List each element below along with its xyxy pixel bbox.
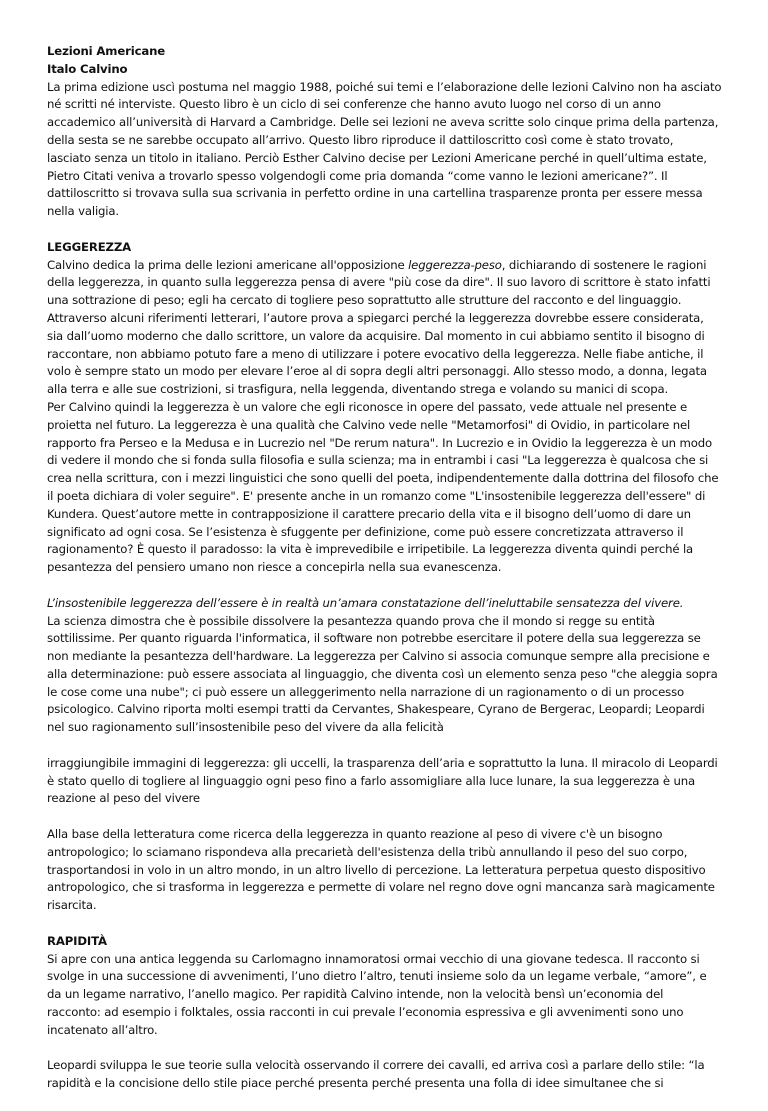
paragraph-line: Attraverso alcuni riferimenti letterari, l’autore prova a spiegarci perché la leggerezza dovrebbe essere considerata, [47, 310, 704, 325]
paragraph-line: alla determinazione: può essere associata al linguaggio, che diventa così un elemento senza peso "che aleggia sopra [47, 666, 718, 681]
paragraph-line: Kundera. Quest’autore mette in contrapposizione il carattere precario della vita e il bisogno dell’uomo di dare un [47, 506, 691, 521]
paragraph-line: irraggiungibile immagini di leggerezza: gli uccelli, la trasparenza dell’aria e soprattutto la luna. Il miracolo di Leopardi [47, 755, 718, 770]
paragraph-line: una sottrazione di peso; egli ha cercato di togliere peso soprattutto alle strutture del racconto e del linguaggio. [47, 293, 682, 308]
paragraph-line: rapidità e la concisione dello stile piace perché presenta perché presenta una folla di idee simultanee che si [47, 1076, 664, 1091]
intro-paragraph [47, 79, 723, 239]
paragraph-line: raccontare, non abbiamo potuto fare a meno di utilizzare i potere evocativo della leggerezza. Nelle fiabe antiche, il [47, 346, 704, 361]
italic-term: leggerezza-peso [408, 257, 502, 272]
paragraph-line: antropologico, che si trasforma in leggerezza e permette di volare nel regno dove ogni mancanza sarà magicamente [47, 880, 715, 895]
paragraph-lines [47, 274, 723, 577]
doc-title: Lezioni Americane [47, 44, 166, 58]
paragraph-line: antropologico; lo sciamano rispondeva alla precarietà dell'esistenza della tribù annullando il peso del suo corpo, [47, 844, 688, 859]
paragraph-line: della sesta se ne sarebbe occupato all’arrivo. Questo libro riproduce il dattiloscritto così come è stato trovato, [47, 132, 674, 147]
paragraph-line: crea nella scrittura, con i mezzi linguistici che sono quelli del poeta, indipendentemente dalla dottrina del filosofo che [47, 471, 719, 486]
leggerezza-paragraph [47, 257, 723, 595]
leopardi-paragraph [47, 755, 723, 826]
paragraph-line: La prima edizione uscì postuma nel maggio 1988, poiché sui temi e l’elaborazione delle lezioni Calvino non ha asciato [47, 79, 722, 94]
paragraph-line: La scienza dimostra che è possibile dissolvere la pesantezza quando prova che il mondo si regge su entità [47, 613, 655, 628]
stile-paragraph [47, 1057, 723, 1110]
section-heading-rapidita: RAPIDITÀ [47, 933, 107, 948]
paragraph-line: né scritti né interviste. Questo libro è un ciclo di sei conferenze che hanno avuto luogo nel corso di un anno [47, 97, 661, 112]
paragraph-line: trasportandosi in volo in un altro mondo, in un altro livello di percezione. La letteratura perpetua questo dispositivo [47, 862, 706, 877]
paragraph-line: proietta nel futuro. La leggerezza è una qualità che Calvino vede nelle "Metamorfosi" di Ovidio, in particolare nel [47, 417, 691, 432]
paragraph-line: incatenato all’altro. [47, 1022, 158, 1037]
text-run: , dichiarando di sostenere le ragioni [501, 257, 707, 272]
paragraph-line: rapporto fra Perseo e la Medusa e in Lucrezio nel "De rerum natura". In Lucrezio e in Ovidio la leggerezza è un modo [47, 435, 712, 450]
paragraph-line: psicologico. Calvino riporta molti esempi tratti da Cervantes, Shakespeare, Cyrano de Bergerac, Leopardi; Leopardi [47, 702, 705, 717]
antropologico-paragraph [47, 826, 723, 933]
text-run: Calvino dedica la prima delle lezioni americane all'opposizione [47, 257, 409, 272]
paragraph-line: nel suo ragionamento sull’insostenibile peso del vivere da alla felicità [47, 720, 444, 735]
carlomagno-paragraph [47, 951, 723, 1058]
paragraph-line: il poeta dichiara di voler seguire". E' presente anche in un romanzo come "L'insostenibile leggerezza dell'essere" di [47, 488, 706, 503]
paragraph-line: racconto: ad esempio i folktales, ossia racconti in cui prevale l’economia espressiva e gli avvenimenti sono uno [47, 1005, 684, 1020]
paragraph-line: dattiloscritto si trovava sulla sua scrivania in perfetto ordine in una cartellina trasparenze pronta per essere messa [47, 186, 703, 201]
paragraph-line: accademico all’università di Harvard a Cambridge. Delle sei lezioni ne aveva scritte solo cinque prima della partenza, [47, 115, 719, 130]
paragraph-line: volo è sempre stato un modo per elevare l’eroe al di sopra degli altri personaggi. Allo stesso modo, a donna, legata [47, 364, 707, 379]
paragraph-line: Si apre con una antica leggenda su Carlomagno innamoratosi ormai vecchio di una giovane tedesca. Il racconto si [47, 951, 700, 966]
paragraph-line: lasciato senza un titolo in italiano. Perciò Esther Calvino decise per Lezioni Americane perché in quell’ultima estate, [47, 150, 707, 165]
paragraph-line: da un legame narrativo, l’anello magico. Per rapidità Calvino intende, non la velocità bensì un’economia del [47, 987, 664, 1002]
paragraph-line: nella valigia. [47, 204, 119, 219]
paragraph-line [47, 257, 723, 275]
paragraph-line: Pietro Citati veniva a trovarlo spesso volgendogli come pria domanda “come vanno le lezioni americane?”. Il [47, 168, 668, 183]
paragraph-line: pesantezza del pensiero umano non riesce a concepirla nella sua evanescenza. [47, 560, 502, 575]
paragraph-line: Per Calvino quindi la leggerezza è un valore che egli riconosce in opere del passato, vede attuale nel presente e [47, 399, 688, 414]
paragraph-line: significato ad ogni cosa. Se l’esistenza è sfuggente per definizione, come può essere concretizzata attraverso il [47, 524, 684, 539]
paragraph-line: ragionamento? È questo il paradosso: la vita è imprevedibile e irripetibile. La leggerezza diventa quindi perché la [47, 542, 694, 557]
paragraph-line: di vedere il mondo che si fonda sulla filosofia e sulla scienza; ma in entrambi i casi "La leggerezza è qualcosa che si [47, 453, 709, 468]
paragraph-line: sottilissime. Per quanto riguarda l'informatica, il software non potrebbe esercitare il potere della sua leggerezza se [47, 631, 701, 646]
paragraph-line: non mediante la pesantezza dell'hardware. La leggerezza per Calvino si associa comunque sempre alla precisione e [47, 649, 710, 664]
paragraph-line: sia dall’uomo moderno che dallo scrittore, un valore da acquisire. Dal momento in cui abbiamo sentito il bisogno di [47, 328, 705, 343]
scienza-paragraph [47, 613, 723, 755]
doc-author: Italo Calvino [47, 61, 128, 76]
paragraph-line: Alla base della letteratura come ricerca della leggerezza in quanto reazione al peso di vivere c'è un bisogno [47, 827, 663, 842]
section-heading-leggerezza: LEGGEREZZA [47, 239, 132, 254]
paragraph-line: è stato quello di togliere al linguaggio ogni peso fino a farlo assomigliare alla luce lunare, la sua leggerezza è una [47, 773, 696, 788]
italic-quote-line: L’insostenibile leggerezza dell’essere è in realtà un’amara constatazione dell’ineluttabile sensatezza del vivere. [47, 595, 684, 610]
paragraph-line: risarcita. [47, 898, 97, 913]
document-page [47, 43, 723, 1111]
paragraph-line: alla terra e alle sue costrizioni, si trasfigura, nella leggenda, diventando strega e volando su manici di scopa. [47, 382, 669, 397]
paragraph-line: reazione al peso del vivere [47, 791, 200, 806]
paragraph-line: Leopardi sviluppa le sue teorie sulla velocità osservando il correre dei cavalli, ed arriva così a parlare dello stile: “la [47, 1058, 705, 1073]
paragraph-line: della leggerezza, in quanto sulla leggerezza pensa di avere "più cose da dire". Il suo lavoro di scrittore è stato infatti [47, 275, 711, 290]
paragraph-line: svolge in una successione di avvenimenti, l’uno dietro l’altro, tenuti insieme solo da un legame verbale, “amore”, e [47, 969, 707, 984]
paragraph-line: le cose come una nube"; ci può essere un alleggerimento nella narrazione di un ragionamento o di un processo [47, 684, 685, 699]
